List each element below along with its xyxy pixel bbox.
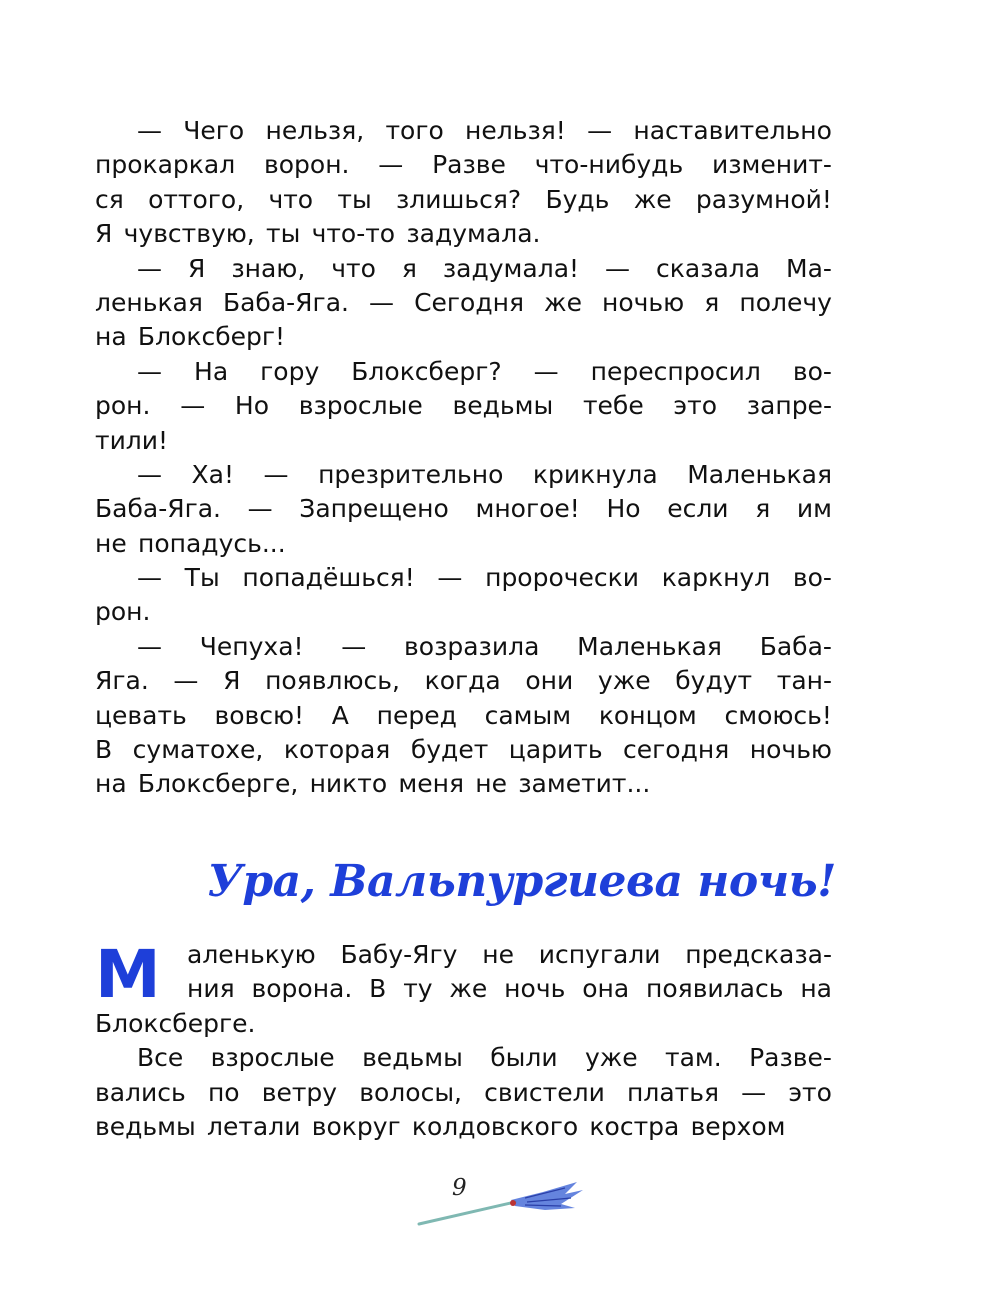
text-line: Яга. — Я появлюсь, когда они уже будут тан- [95, 666, 832, 696]
text-line: — Ты попадёшься! — пророчески каркнул во- [137, 563, 832, 593]
text-line: — Я знаю, что я задумала! — сказала Ма- [137, 253, 832, 283]
chapter-title: Ура, Вальпургиева ночь! [207, 856, 836, 907]
text-line: Блоксберге. [95, 1008, 256, 1038]
text-line: Я чувствую, ты что-то задумала. [95, 219, 541, 249]
text-block-bottom [95, 938, 832, 1144]
text-line: ведьмы летали вокруг колдовского костра верхом [95, 1111, 786, 1141]
text-line: Баба-Яга. — Запрещено многое! Но если я им [95, 494, 832, 524]
text-block-top [95, 114, 832, 802]
text-line: рон. [95, 597, 151, 627]
text-line: — На гору Блоксберг? — переспросил во- [137, 356, 832, 386]
text-line: на Блоксберг! [95, 322, 286, 352]
text-line: ленькая Баба-Яга. — Сегодня же ночью я полечу [95, 287, 832, 317]
text-line: тили! [95, 425, 169, 455]
broom-icon [415, 1172, 595, 1234]
text-line: — Чепуха! — возразила Маленькая Баба- [137, 631, 832, 661]
text-line: аленькую Бабу-Ягу не испугали предсказа- [187, 940, 832, 969]
text-line: ния ворона. В ту же ночь она появилась на [187, 974, 832, 1004]
text-line: цевать вовсю! А перед самым концом смоюсь! [95, 700, 832, 730]
text-line: — Чего нельзя, того нельзя! — наставительно [137, 116, 832, 145]
page-number: 9 [452, 1175, 467, 1201]
drop-cap: М [95, 936, 161, 1013]
text-line: В суматохе, которая будет царить сегодня ночью [95, 735, 832, 765]
text-line: не попадусь... [95, 528, 286, 558]
text-line: прокаркал ворон. — Разве что-нибудь изменит- [95, 150, 832, 180]
text-line: — Ха! — презрительно крикнула Маленькая [137, 459, 832, 489]
text-line: рон. — Но взрослые ведьмы тебе это запре- [95, 391, 832, 421]
text-line: на Блоксберге, никто меня не заметит... [95, 769, 651, 799]
text-line: вались по ветру волосы, свистели платья — это [95, 1077, 832, 1107]
text-line: Все взрослые ведьмы были уже там. Разве- [137, 1043, 832, 1073]
text-line: ся оттого, что ты злишься? Будь же разумной! [95, 184, 832, 214]
